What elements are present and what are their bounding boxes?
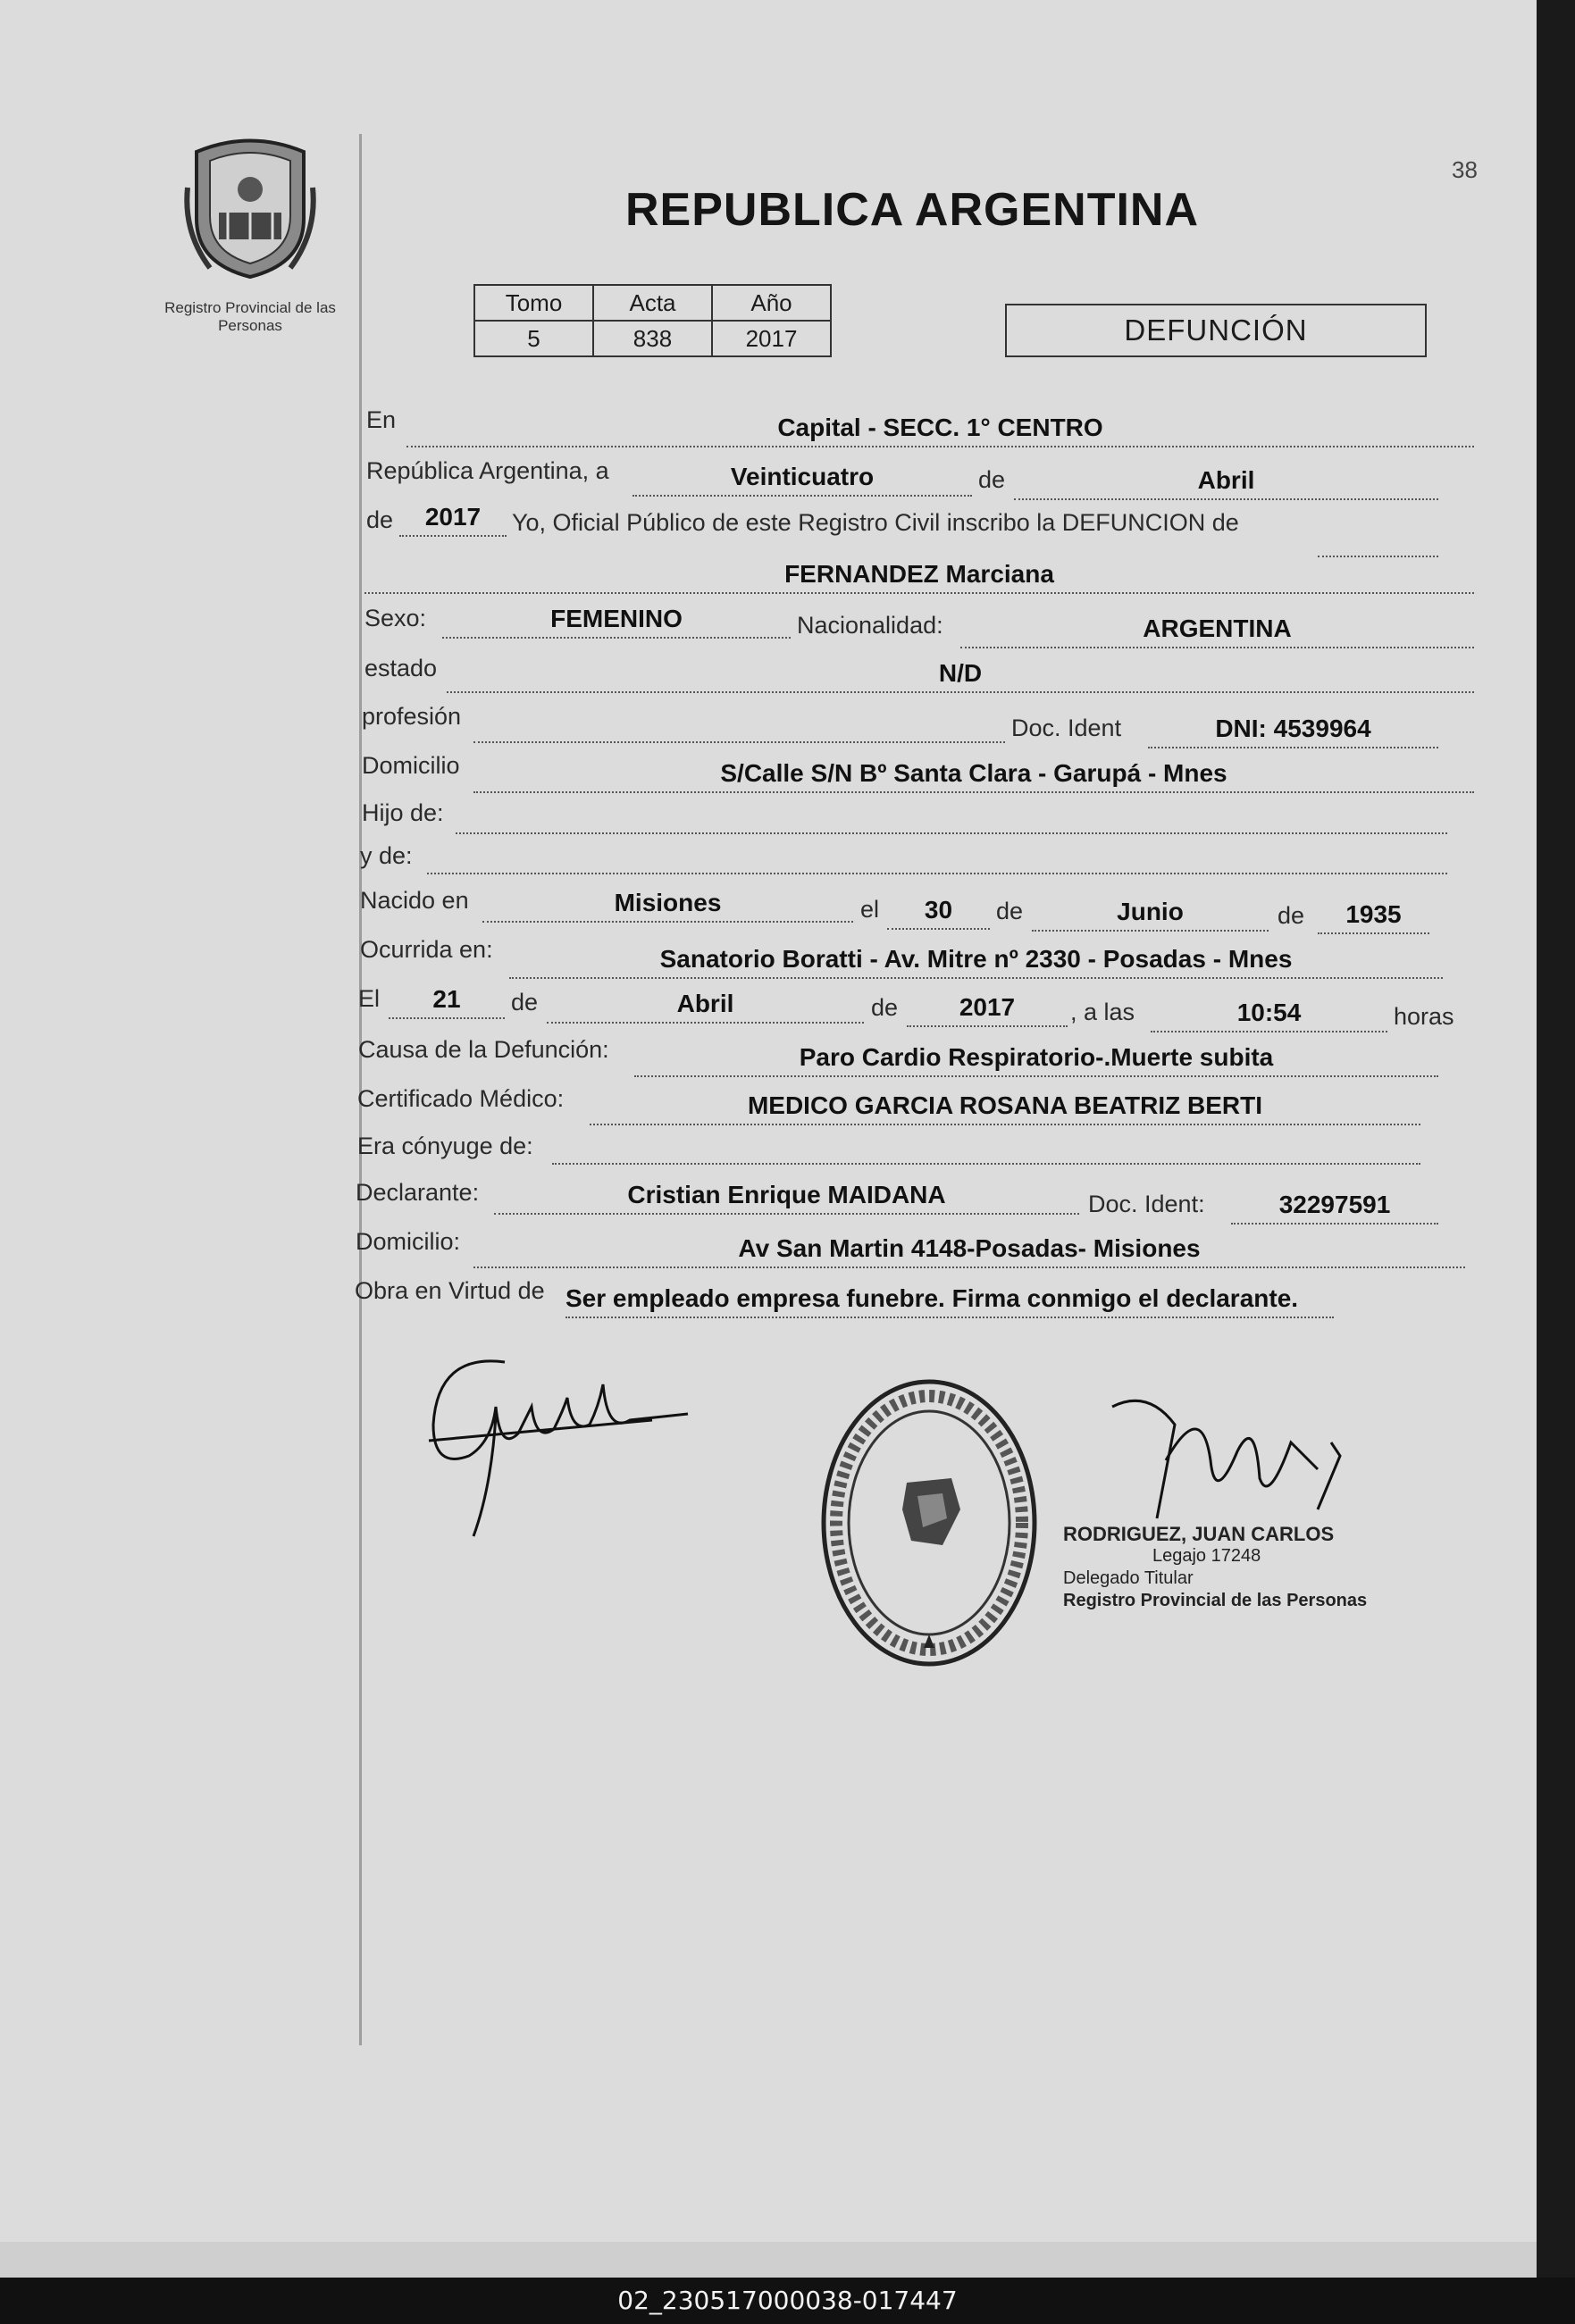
label-de-4: de	[1278, 902, 1305, 929]
value-birth-month: Junio	[1032, 898, 1269, 932]
value-declarant-address: Av San Martin 4148-Posadas- Misiones	[473, 1234, 1465, 1268]
value-year: 2017	[399, 503, 507, 537]
value-place-of-death: Sanatorio Boratti - Av. Mitre nº 2330 - Posadas - Mnes	[509, 945, 1443, 979]
label-conyuge: Era cónyuge de:	[357, 1133, 533, 1159]
value-month: Abril	[1014, 466, 1438, 500]
declarant-signature-icon	[420, 1344, 697, 1545]
value-place: Capital - SECC. 1° CENTRO	[406, 414, 1474, 447]
page-bottom-edge	[0, 2242, 1537, 2278]
value-nacionalidad: ARGENTINA	[960, 614, 1474, 648]
label-domicilio-2: Domicilio:	[356, 1228, 461, 1255]
label-doc-ident: Doc. Ident	[1011, 715, 1122, 741]
document-title: REPUBLICA ARGENTINA	[625, 184, 1200, 236]
label-obra: Obra en Virtud de	[355, 1277, 545, 1304]
label-de-2: de	[366, 506, 394, 533]
value-death-time: 10:54	[1151, 999, 1387, 1032]
value-death-month: Abril	[547, 990, 864, 1024]
label-a-las: , a las	[1070, 999, 1135, 1025]
value-domicilio: S/Calle S/N Bº Santa Clara - Garupá - Mnes	[473, 759, 1474, 793]
label-ocurrida-en: Ocurrida en:	[360, 936, 493, 963]
registrar-registry: Registro Provincial de las Personas	[1063, 1591, 1368, 1610]
registrar-legajo: Legajo 17248	[1152, 1546, 1261, 1566]
label-de-6: de	[871, 994, 899, 1021]
label-nacionalidad: Nacionalidad:	[797, 612, 943, 639]
value-birthplace: Misiones	[482, 889, 853, 923]
label-sexo: Sexo:	[364, 605, 427, 631]
page-number: 38	[1452, 156, 1478, 183]
registrar-block	[1063, 1523, 1367, 1612]
label-certificado: Certificado Médico:	[357, 1085, 565, 1112]
official-seal-icon	[817, 1375, 1041, 1670]
value-birth-day: 30	[887, 896, 990, 930]
label-republica: República Argentina, a	[366, 457, 609, 484]
value-declarant: Cristian Enrique MAIDANA	[494, 1181, 1079, 1215]
ref-label-acta: Acta	[593, 285, 712, 321]
value-death-day: 21	[389, 985, 505, 1019]
value-cause-of-death: Paro Cardio Respiratorio-.Muerte subita	[634, 1043, 1438, 1077]
y-de-line	[427, 871, 1447, 874]
label-en: En	[366, 406, 397, 433]
record-type-box: DEFUNCIÓN	[1005, 304, 1427, 357]
statement-line	[1318, 554, 1438, 557]
label-hijo-de: Hijo de:	[362, 799, 444, 826]
value-estado: N/D	[447, 659, 1474, 693]
profesion-line	[473, 740, 1005, 743]
label-el: el	[860, 896, 880, 923]
label-doc-ident-2: Doc. Ident:	[1088, 1191, 1205, 1217]
value-day: Veinticuatro	[633, 463, 972, 497]
value-doc-ident: DNI: 4539964	[1148, 715, 1438, 748]
label-horas: horas	[1394, 1003, 1454, 1030]
conyuge-line	[552, 1161, 1420, 1165]
label-el-2: El	[358, 985, 381, 1012]
ref-label-tomo: Tomo	[474, 285, 593, 321]
value-declarant-doc: 32297591	[1231, 1191, 1438, 1225]
label-nacido-en: Nacido en	[360, 887, 469, 914]
label-declarante: Declarante:	[356, 1179, 480, 1206]
label-domicilio: Domicilio	[362, 752, 460, 779]
value-sexo: FEMENINO	[442, 605, 791, 639]
value-medical-certificate: MEDICO GARCIA ROSANA BEATRIZ BERTI	[590, 1091, 1420, 1125]
label-y-de: y de:	[360, 842, 413, 869]
ref-value-ano: 2017	[712, 321, 831, 356]
value-reason: Ser empleado empresa funebre. Firma conmigo el declarante.	[565, 1284, 1334, 1318]
label-causa: Causa de la Defunción:	[358, 1036, 609, 1063]
ref-value-tomo: 5	[474, 321, 593, 356]
province-emblem-icon	[183, 134, 317, 281]
registrar-role: Delegado Titular	[1063, 1568, 1194, 1588]
label-de-3: de	[996, 898, 1024, 924]
reference-table	[473, 284, 832, 357]
registry-name: Registro Provincial de las Personas	[164, 299, 336, 334]
file-id-bar: 02_230517000038-017447	[0, 2278, 1575, 2324]
statement-text: Yo, Oficial Público de este Registro Civil inscribo la DEFUNCION de	[512, 509, 1239, 536]
ref-value-acta: 838	[593, 321, 712, 356]
value-birth-year: 1935	[1318, 900, 1429, 934]
ref-label-ano: Año	[712, 285, 831, 321]
label-de-1: de	[978, 466, 1006, 493]
label-estado: estado	[364, 655, 438, 681]
value-deceased-name: FERNANDEZ Marciana	[364, 560, 1474, 594]
registrar-signature-icon	[1103, 1389, 1362, 1532]
hijo-line	[456, 831, 1447, 834]
label-profesion: profesión	[362, 703, 462, 730]
value-death-year: 2017	[907, 993, 1068, 1027]
label-de-5: de	[511, 989, 539, 1016]
registrar-name: RODRIGUEZ, JUAN CARLOS	[1063, 1523, 1335, 1545]
